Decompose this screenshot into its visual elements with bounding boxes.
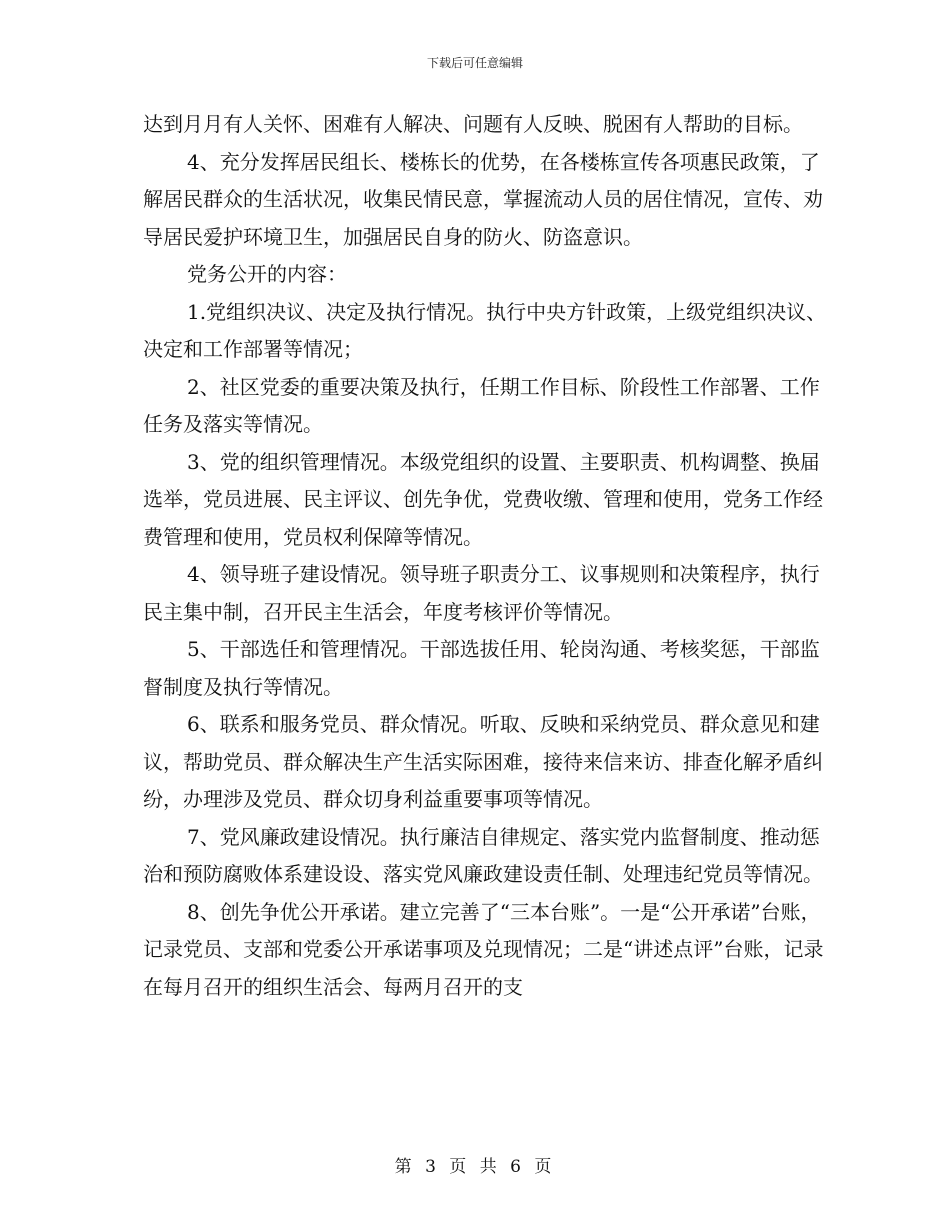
paragraph-content-3: 3、党的组织管理情况。本级党组织的设置、主要职责、机构调整、换届选举，党员进展、民主评议、创先争优，党费收缴、管理和使用，党务工作经费管理和使用，党员权利保障等情况。 xyxy=(143,449,823,549)
paragraph-content-2: 2、社区党委的重要决策及执行，任期工作目标、阶段性工作部署、工作任务及落实等情况。 xyxy=(143,374,820,436)
paragraph-continuation: 达到月月有人关怀、困难有人解决、问题有人反映、脱困有人帮助的目标。 xyxy=(143,112,803,136)
page-header: 下载后可任意编辑 xyxy=(426,56,523,70)
paragraph-content-5: 5、干部选任和管理情况。干部选拔任用、轮岗沟通、考核奖惩，干部监督制度及执行等情况。 xyxy=(143,637,820,699)
page-number-footer: 第 3 页 共 6 页 xyxy=(394,1157,556,1177)
paragraph-content-7: 7、党风廉政建设情况。执行廉洁自律规定、落实党内监督制度、推动惩治和预防腐败体系建设设、落实党风廉政建设责任制、处理违纪党员等情况。 xyxy=(143,824,823,886)
document-body xyxy=(143,106,833,1006)
paragraph-item-4: 4、充分发挥居民组长、楼栋长的优势，在各楼栋宣传各项惠民政策，了解居民群众的生活状况，收集民情民意，掌握流动人员的居住情况，宣传、劝导居民爱护环境卫生，加强居民自身的防火、防盗意识。 xyxy=(143,149,823,249)
paragraph-content-1: 1.党组织决议、决定及执行情况。执行中央方针政策，上级党组织决议、决定和工作部署等情况； xyxy=(143,299,827,361)
paragraph-content-8: 8、创先争优公开承诺。建立完善了“三本台账”。一是“公开承诺”台账，记录党员、支部和党委公开承诺事项及兑现情况；二是“讲述点评”台账，记录在每月召开的组织生活会、每两月召开的支 xyxy=(143,899,824,999)
paragraph-content-4: 4、领导班子建设情况。领导班子职责分工、议事规则和决策程序，执行民主集中制，召开民主生活会，年度考核评价等情况。 xyxy=(143,562,820,624)
paragraph-content-6: 6、联系和服务党员、群众情况。听取、反映和采纳党员、群众意见和建议，帮助党员、群众解决生产生活实际困难，接待来信来访、排查化解矛盾纠纷，办理涉及党员、群众切身利益重要事项等情况。 xyxy=(143,712,823,811)
section-heading-party-affairs: 党务公开的内容： xyxy=(187,262,347,286)
